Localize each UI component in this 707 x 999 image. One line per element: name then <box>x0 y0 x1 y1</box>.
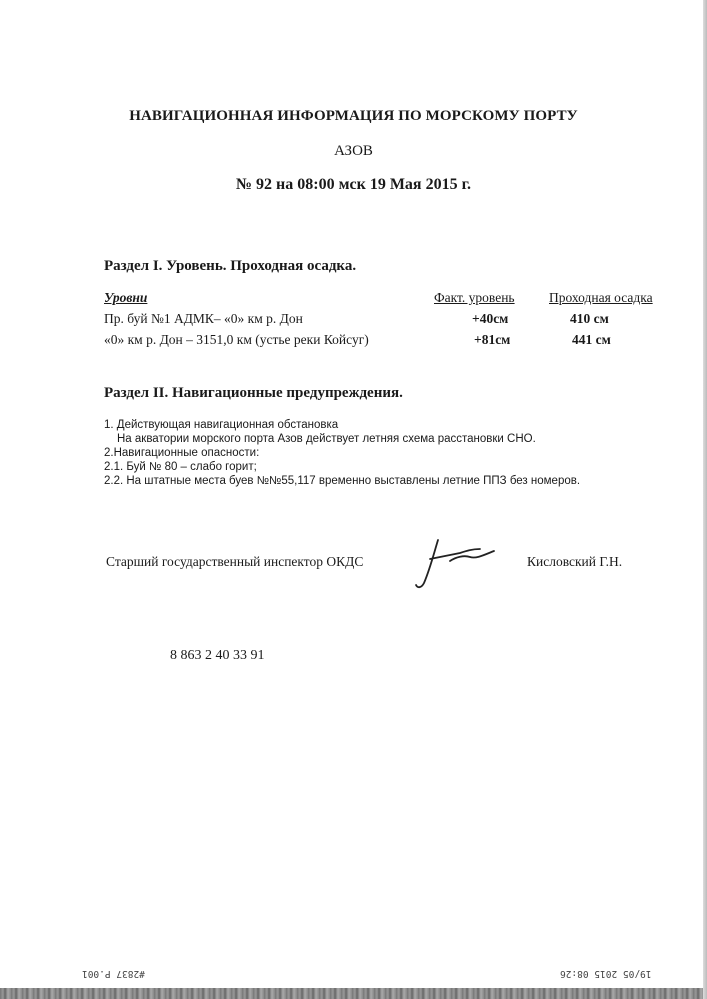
fax-timestamp: 19/05 2015 08:26 <box>560 968 652 979</box>
column-header-levels: Уровни <box>104 290 148 305</box>
fax-page-marker: #2837 P.001 <box>82 968 145 979</box>
row-actual-level: +81см <box>474 332 511 347</box>
document-title: НАВИГАЦИОННАЯ ИНФОРМАЦИЯ ПО МОРСКОМУ ПОРТУ <box>129 108 578 124</box>
port-name: АЗОВ <box>334 143 373 159</box>
contact-phone: 8 863 2 40 33 91 <box>170 648 265 663</box>
scan-right-edge <box>703 0 707 999</box>
section-1-title: Раздел I. Уровень. Проходная осадка. <box>104 258 357 274</box>
row-draft: 410 см <box>570 311 609 326</box>
row-location: «0» км р. Дон – 3151,0 км (устье реки Койсуг) <box>104 332 369 347</box>
scan-edge-band <box>0 988 707 999</box>
handwritten-signature <box>410 535 500 590</box>
warning-line: 1. Действующая навигационная обстановка <box>104 419 339 431</box>
warning-line: 2.Навигационные опасности: <box>104 447 260 459</box>
signatory-name: Кисловский Г.Н. <box>527 554 623 569</box>
column-header-draft: Проходная осадка <box>549 290 653 305</box>
warning-line: 2.1. Буй № 80 – слабо горит; <box>104 461 257 473</box>
section-2-title: Раздел II. Навигационные предупреждения. <box>104 385 403 401</box>
row-actual-level: +40см <box>472 311 509 326</box>
row-location: Пр. буй №1 АДМК– «0» км р. Дон <box>104 311 303 326</box>
column-header-actual-level: Факт. уровень <box>434 290 515 305</box>
warning-line: На акватории морского порта Азов действует летняя схема расстановки СНО. <box>117 433 536 445</box>
signatory-role: Старший государственный инспектор ОКДС <box>106 554 364 569</box>
warning-line: 2.2. На штатные места буев №№55,117 временно выставлены летние ППЗ без номеров. <box>104 475 581 487</box>
bulletin-number-date: № 92 на 08:00 мск 19 Мая 2015 г. <box>235 176 472 193</box>
row-draft: 441 см <box>572 332 611 347</box>
